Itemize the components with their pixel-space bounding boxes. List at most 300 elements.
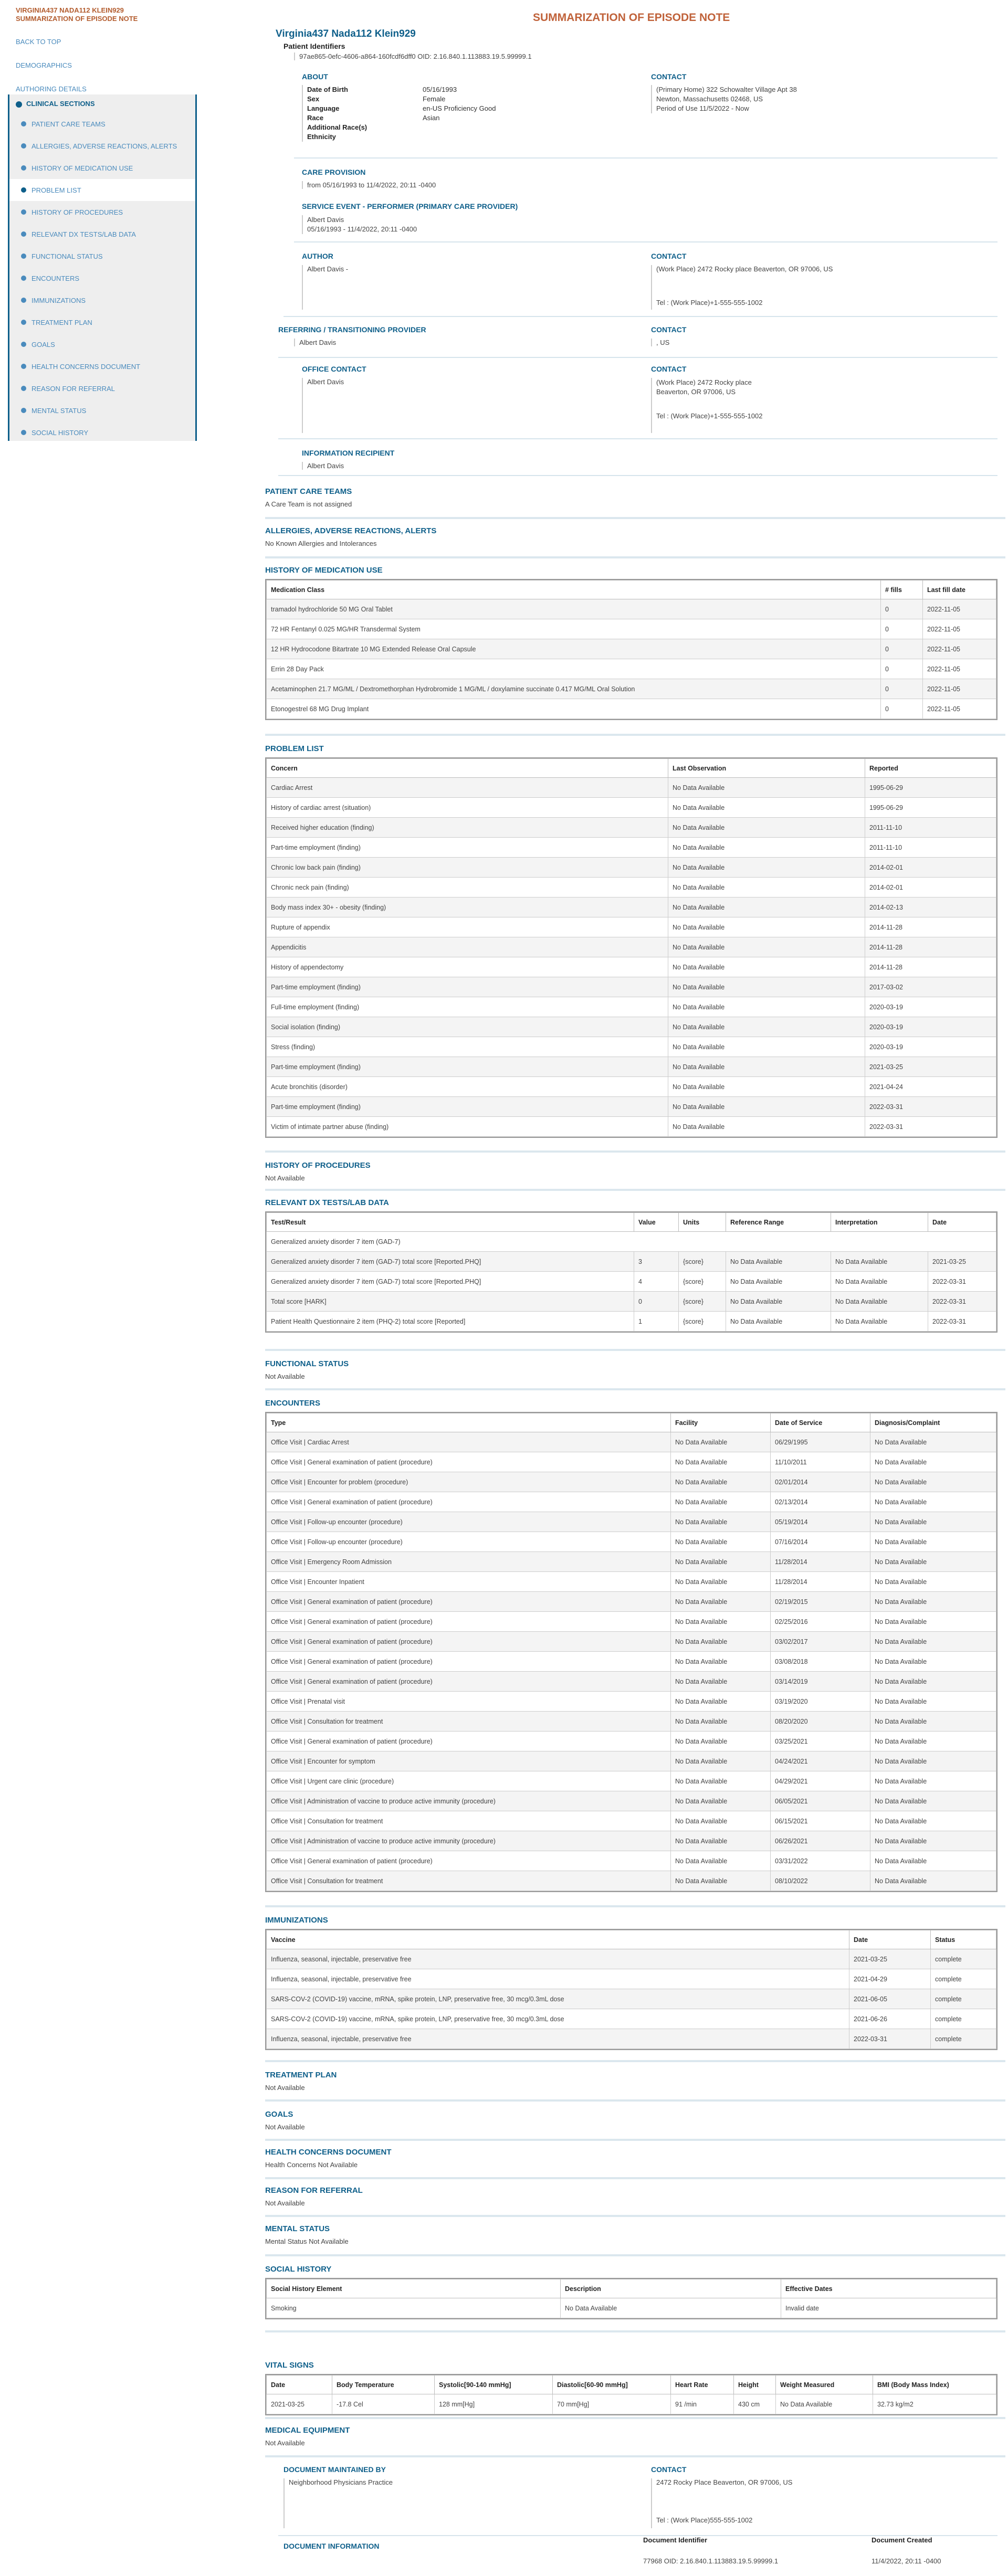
table-row — [267, 997, 996, 1017]
encounter-cell: 05/19/2014 — [771, 1512, 870, 1532]
lab-cell: No Data Available — [726, 1252, 831, 1272]
document-created-label: Document Created — [872, 2536, 932, 2544]
problem-cell: 1995-06-29 — [865, 778, 996, 798]
problem-cell: Cardiac Arrest — [267, 778, 668, 798]
bullet-icon — [21, 254, 26, 259]
problem-cell: Part-time employment (finding) — [267, 977, 668, 997]
procedures-text: Not Available — [265, 1174, 305, 1182]
medication-cell: 2022-11-05 — [923, 599, 996, 619]
table-row — [267, 1292, 996, 1312]
bullet-icon — [21, 276, 26, 281]
sidebar-item-label: HISTORY OF MEDICATION USE — [32, 164, 133, 172]
col-heart-rate: Heart Rate — [671, 2376, 734, 2394]
encounter-cell: Office Visit | Prenatal visit — [267, 1692, 671, 1712]
encounter-cell: No Data Available — [870, 1452, 996, 1472]
col-facility: Facility — [671, 1413, 771, 1432]
bullet-icon — [21, 386, 26, 391]
encounter-cell: 11/28/2014 — [771, 1572, 870, 1592]
section-functional-status — [265, 1359, 1005, 1380]
lab-cell: 0 — [634, 1292, 679, 1312]
referring-contact: , US — [651, 339, 861, 346]
encounter-cell: Office Visit | Follow-up encounter (procedure) — [267, 1532, 671, 1552]
encounter-cell: 11/10/2011 — [771, 1452, 870, 1472]
care-provision-heading: CARE PROVISION — [302, 168, 366, 176]
back-to-top-link[interactable]: BACK TO TOP — [16, 38, 61, 46]
divider — [284, 316, 998, 317]
table-row — [267, 1592, 996, 1612]
immunization-cell: 2022-03-31 — [849, 2029, 931, 2049]
encounter-cell: No Data Available — [870, 1612, 996, 1632]
authoring-details-link[interactable]: AUTHORING DETAILS — [16, 85, 87, 93]
vital-body-temperature: -17.8 Cel — [332, 2394, 435, 2414]
goals-heading: GOALS — [265, 2110, 293, 2119]
referring-name: Albert Davis — [294, 339, 504, 346]
social-effective-date: Invalid date — [781, 2298, 996, 2318]
sidebar-item-medications[interactable] — [9, 157, 195, 179]
encounter-cell: Office Visit | Consultation for treatment — [267, 1871, 671, 1891]
problem-cell: Social isolation (finding) — [267, 1017, 668, 1037]
section-patient-care-teams — [265, 487, 1005, 508]
medication-cell: 2022-11-05 — [923, 639, 996, 659]
encounter-cell: 02/19/2015 — [771, 1592, 870, 1612]
immunization-cell: 2021-04-29 — [849, 1969, 931, 1989]
lab-cell: Generalized anxiety disorder 7 item (GAD-7) total score [Reported.PHQ] — [267, 1252, 634, 1272]
encounter-cell: Office Visit | General examination of patient (procedure) — [267, 1672, 671, 1692]
col-description: Description — [561, 2279, 781, 2298]
encounter-cell: 08/10/2022 — [771, 1871, 870, 1891]
col-effective-dates: Effective Dates — [781, 2279, 996, 2298]
section-encounters — [265, 1399, 1005, 1892]
social-description: No Data Available — [561, 2298, 781, 2318]
sidebar-item-health-concerns[interactable] — [9, 355, 195, 377]
table-row — [267, 1712, 996, 1732]
table-row — [267, 1017, 996, 1037]
problem-cell: No Data Available — [668, 917, 865, 937]
sidebar-item-label: PATIENT CARE TEAMS — [32, 120, 106, 128]
problem-cell: Chronic neck pain (finding) — [267, 878, 668, 898]
encounter-cell: 08/20/2020 — [771, 1712, 870, 1732]
table-row — [267, 1312, 996, 1332]
problem-cell: Stress (finding) — [267, 1037, 668, 1057]
encounter-cell: No Data Available — [671, 1632, 771, 1652]
encounter-cell: 02/01/2014 — [771, 1472, 870, 1492]
lab-cell: No Data Available — [831, 1252, 928, 1272]
divider — [294, 241, 998, 242]
col-reported: Reported — [865, 759, 996, 778]
table-row — [267, 878, 996, 898]
vital-date: 2021-03-25 — [267, 2394, 332, 2414]
lab-cell: 3 — [634, 1252, 679, 1272]
immunization-cell: 2021-06-26 — [849, 2009, 931, 2029]
table-row — [267, 818, 996, 838]
col-vaccine: Vaccine — [267, 1930, 849, 1949]
encounter-cell: Office Visit | Encounter for symptom — [267, 1751, 671, 1771]
bullet-icon — [21, 143, 26, 149]
table-row — [267, 639, 996, 659]
problem-cell: 2014-11-28 — [865, 917, 996, 937]
problem-cell: No Data Available — [668, 937, 865, 957]
problem-cell: No Data Available — [668, 858, 865, 878]
col-reference-range: Reference Range — [726, 1213, 831, 1232]
document-info-heading: DOCUMENT INFORMATION — [284, 2542, 380, 2550]
immunization-cell: 2021-03-25 — [849, 1949, 931, 1969]
table-row — [267, 2298, 996, 2318]
problem-cell: Chronic low back pain (finding) — [267, 858, 668, 878]
section-allergies — [265, 526, 1005, 547]
treatment-plan-heading: TREATMENT PLAN — [265, 2071, 337, 2079]
col-type: Type — [267, 1413, 671, 1432]
immunization-cell: Influenza, seasonal, injectable, preservative free — [267, 1949, 849, 1969]
encounter-cell: No Data Available — [870, 1831, 996, 1851]
problem-cell: 1995-06-29 — [865, 798, 996, 818]
col-social-element: Social History Element — [267, 2279, 561, 2298]
about-heading: ABOUT — [302, 72, 328, 81]
sidebar-item-label: HEALTH CONCERNS DOCUMENT — [32, 362, 141, 371]
encounter-cell: 07/16/2014 — [771, 1532, 870, 1552]
care-provision-text: from 05/16/1993 to 11/4/2022, 20:11 -0400 — [302, 181, 436, 189]
encounter-cell: 11/28/2014 — [771, 1552, 870, 1572]
lab-cell: Patient Health Questionnaire 2 item (PHQ-2) total score [Reported] — [267, 1312, 634, 1332]
problem-cell: Victim of intimate partner abuse (finding) — [267, 1117, 668, 1137]
demographics-link[interactable]: DEMOGRAPHICS — [16, 61, 72, 69]
table-row — [267, 1949, 996, 1969]
table-row — [267, 1472, 996, 1492]
author-contact — [651, 265, 872, 310]
section-divider — [265, 1388, 1005, 1390]
problem-cell: History of appendectomy — [267, 957, 668, 977]
col-diagnosis: Diagnosis/Complaint — [870, 1413, 996, 1432]
section-divider — [265, 2455, 1005, 2457]
maintained-by-heading: DOCUMENT MAINTAINED BY — [284, 2465, 386, 2474]
care-teams-heading: PATIENT CARE TEAMS — [265, 487, 352, 496]
medication-cell: Errin 28 Day Pack — [267, 659, 881, 679]
section-divider — [265, 517, 1005, 519]
immunization-cell: complete — [931, 1969, 996, 1989]
lab-cell: 4 — [634, 1272, 679, 1292]
encounter-cell: No Data Available — [870, 1552, 996, 1572]
contact-heading: CONTACT — [651, 72, 687, 81]
encounter-cell: Office Visit | Urgent care clinic (procedure) — [267, 1771, 671, 1791]
vital-heart-rate: 91 /min — [671, 2394, 734, 2414]
lab-data-heading: RELEVANT DX TESTS/LAB DATA — [265, 1198, 389, 1207]
sidebar-item-problem-list[interactable] — [9, 179, 195, 201]
problem-cell: 2014-11-28 — [865, 957, 996, 977]
bullet-icon — [21, 209, 26, 215]
clinical-sections-label: CLINICAL SECTIONS — [26, 100, 95, 108]
table-row — [267, 1452, 996, 1472]
ethnicity-label: Ethnicity — [307, 133, 336, 141]
divider — [278, 357, 998, 358]
additional-race-label: Additional Race(s) — [307, 123, 368, 131]
maintained-phone: Tel : (Work Place)555-555-1002 — [656, 2516, 753, 2524]
sidebar-item-social-history[interactable] — [9, 421, 195, 441]
encounter-cell: Office Visit | Consultation for treatment — [267, 1712, 671, 1732]
sidebar-item-label: IMMUNIZATIONS — [32, 296, 86, 304]
section-divider — [265, 1349, 1005, 1351]
col-bmi: BMI (Body Mass Index) — [873, 2376, 996, 2394]
section-divider — [265, 734, 1005, 736]
divider — [294, 157, 998, 159]
sidebar-item-label: TREATMENT PLAN — [32, 318, 92, 326]
encounter-cell: No Data Available — [870, 1771, 996, 1791]
table-row — [267, 1791, 996, 1811]
sidebar-item-immunizations[interactable] — [9, 289, 195, 311]
table-row — [267, 1492, 996, 1512]
problem-cell: 2014-02-01 — [865, 878, 996, 898]
encounter-cell: No Data Available — [671, 1712, 771, 1732]
table-row — [267, 1512, 996, 1532]
table-row — [267, 2009, 996, 2029]
section-problem-list — [265, 744, 1005, 1138]
col-medication-class: Medication Class — [267, 580, 881, 599]
document-identifier-value: 77968 OID: 2.16.840.1.113883.19.5.99999.1 — [643, 2557, 779, 2565]
encounter-cell: No Data Available — [870, 1492, 996, 1512]
immunization-cell: complete — [931, 1989, 996, 2009]
problem-cell: No Data Available — [668, 778, 865, 798]
encounter-cell: 06/05/2021 — [771, 1791, 870, 1811]
encounter-cell: Office Visit | General examination of patient (procedure) — [267, 1732, 671, 1751]
medication-cell: 72 HR Fentanyl 0.025 MG/HR Transdermal System — [267, 619, 881, 639]
encounter-cell: No Data Available — [671, 1732, 771, 1751]
sidebar-item-procedures[interactable] — [9, 201, 195, 223]
vital-systolic: 128 mm[Hg] — [435, 2394, 553, 2414]
maintained-address: 2472 Rocky Place Beaverton, OR 97006, US — [656, 2478, 793, 2486]
encounter-cell: No Data Available — [671, 1811, 771, 1831]
problem-cell: No Data Available — [668, 1057, 865, 1077]
section-treatment-plan — [265, 2071, 1005, 2092]
lab-cell: 2022-03-31 — [928, 1292, 996, 1312]
bullet-icon — [21, 231, 26, 237]
sidebar-item-allergies[interactable] — [9, 135, 195, 157]
col-concern: Concern — [267, 759, 668, 778]
office-city: Beaverton, OR 97006, US — [656, 388, 736, 396]
bullet-icon — [21, 408, 26, 413]
author-name: Albert Davis - — [302, 265, 617, 310]
medication-cell: 0 — [881, 639, 923, 659]
office-contact-name: Albert Davis — [302, 378, 617, 433]
table-row — [267, 1969, 996, 1989]
race-value: Asian — [423, 114, 440, 122]
maintained-by-name: Neighborhood Physicians Practice — [284, 2478, 620, 2528]
author-phone: Tel : (Work Place)+1-555-555-1002 — [656, 299, 763, 307]
clinical-sections-nav — [8, 94, 197, 441]
encounter-cell: 03/19/2020 — [771, 1692, 870, 1712]
vital-height: 430 cm — [734, 2394, 776, 2414]
immunization-cell: Influenza, seasonal, injectable, preservative free — [267, 2029, 849, 2049]
immunization-cell: 2021-06-05 — [849, 1989, 931, 2009]
lab-cell: {score} — [679, 1312, 726, 1332]
functional-status-text: Not Available — [265, 1373, 305, 1380]
medication-cell: 0 — [881, 679, 923, 699]
sidebar-item-treatment-plan[interactable] — [9, 311, 195, 333]
problem-cell: Body mass index 30+ - obesity (finding) — [267, 898, 668, 917]
encounter-cell: No Data Available — [671, 1572, 771, 1592]
table-row — [267, 619, 996, 639]
table-row — [267, 1432, 996, 1452]
table-row — [267, 1037, 996, 1057]
encounter-cell: 03/31/2022 — [771, 1851, 870, 1871]
section-vital-signs — [265, 2361, 1005, 2415]
immunization-cell: Influenza, seasonal, injectable, preservative free — [267, 1969, 849, 1989]
dob-label: Date of Birth — [307, 86, 348, 93]
medication-cell: 0 — [881, 659, 923, 679]
lab-cell: No Data Available — [831, 1292, 928, 1312]
lab-group-row: Generalized anxiety disorder 7 item (GAD-7) — [267, 1232, 996, 1252]
sidebar-item-patient-care-teams[interactable] — [9, 113, 195, 135]
sidebar-doc-title: SUMMARIZATION OF EPISODE NOTE — [16, 15, 138, 23]
problem-cell: 2021-04-24 — [865, 1077, 996, 1097]
lab-cell: {score} — [679, 1252, 726, 1272]
referral-heading: REASON FOR REFERRAL — [265, 2186, 363, 2195]
encounter-cell: No Data Available — [870, 1572, 996, 1592]
encounter-cell: No Data Available — [671, 1532, 771, 1552]
encounter-cell: 03/25/2021 — [771, 1732, 870, 1751]
recipient-name: Albert Davis — [302, 462, 617, 470]
table-row — [267, 599, 996, 619]
encounter-cell: No Data Available — [870, 1851, 996, 1871]
social-element: Smoking — [267, 2298, 561, 2318]
encounters-heading: ENCOUNTERS — [265, 1399, 321, 1408]
encounter-cell: No Data Available — [671, 1652, 771, 1672]
sidebar-item-goals[interactable] — [9, 333, 195, 355]
medication-cell: Acetaminophen 21.7 MG/ML / Dextromethorphan Hydrobromide 1 MG/ML / doxylamine succinate 0.417 MG/ML Oral Solution — [267, 679, 881, 699]
sidebar-item-referral[interactable] — [9, 377, 195, 399]
encounter-cell: No Data Available — [870, 1512, 996, 1532]
mental-status-heading: MENTAL STATUS — [265, 2224, 330, 2233]
problem-cell: No Data Available — [668, 1117, 865, 1137]
col-last-fill-date: Last fill date — [923, 580, 996, 599]
problem-cell: 2022-03-31 — [865, 1097, 996, 1117]
sidebar-item-label: RELEVANT DX TESTS/LAB DATA — [32, 230, 136, 238]
col-body-temperature: Body Temperature — [332, 2376, 435, 2394]
problem-cell: No Data Available — [668, 1037, 865, 1057]
problem-cell: History of cardiac arrest (situation) — [267, 798, 668, 818]
encounter-cell: Office Visit | Administration of vaccine to produce active immunity (procedure) — [267, 1831, 671, 1851]
encounter-cell: Office Visit | General examination of patient (procedure) — [267, 1452, 671, 1472]
medical-equipment-heading: MEDICAL EQUIPMENT — [265, 2426, 350, 2435]
lab-cell: No Data Available — [726, 1292, 831, 1312]
divider — [278, 438, 998, 439]
office-contact-heading: OFFICE CONTACT — [302, 365, 366, 373]
encounter-cell: No Data Available — [671, 1831, 771, 1851]
section-lab-data — [265, 1198, 1005, 1333]
col-date-of-service: Date of Service — [771, 1413, 870, 1432]
encounter-cell: 06/15/2021 — [771, 1811, 870, 1831]
section-social-history — [265, 2265, 1005, 2319]
lab-cell: {score} — [679, 1292, 726, 1312]
lab-cell: Generalized anxiety disorder 7 item (GAD-7) total score [Reported.PHQ] — [267, 1272, 634, 1292]
table-row — [267, 798, 996, 818]
problem-cell: No Data Available — [668, 838, 865, 858]
encounter-cell: No Data Available — [671, 1751, 771, 1771]
encounter-cell: Office Visit | Follow-up encounter (procedure) — [267, 1512, 671, 1532]
problem-cell: No Data Available — [668, 878, 865, 898]
problem-cell: 2011-11-10 — [865, 818, 996, 838]
section-divider — [265, 2139, 1005, 2141]
problem-cell: No Data Available — [668, 977, 865, 997]
encounter-cell: 04/29/2021 — [771, 1771, 870, 1791]
sidebar-item-functional-status[interactable] — [9, 245, 195, 267]
sidebar-item-label: HISTORY OF PROCEDURES — [32, 208, 123, 216]
sidebar-item-lab-data[interactable] — [9, 223, 195, 245]
encounter-cell: No Data Available — [671, 1771, 771, 1791]
social-history-table — [265, 2278, 998, 2319]
problem-cell: Acute bronchitis (disorder) — [267, 1077, 668, 1097]
table-row — [267, 2394, 996, 2414]
sidebar-item-mental-status[interactable] — [9, 399, 195, 421]
problem-cell: No Data Available — [668, 798, 865, 818]
problem-cell: 2014-11-28 — [865, 937, 996, 957]
encounter-cell: No Data Available — [870, 1732, 996, 1751]
sidebar-item-encounters[interactable] — [9, 267, 195, 289]
table-row — [267, 838, 996, 858]
procedures-heading: HISTORY OF PROCEDURES — [265, 1161, 371, 1170]
problem-cell: Part-time employment (finding) — [267, 1057, 668, 1077]
document-identifier-label: Document Identifier — [643, 2536, 708, 2544]
document-title: SUMMARIZATION OF EPISODE NOTE — [533, 12, 730, 24]
encounter-cell: Office Visit | General examination of patient (procedure) — [267, 1851, 671, 1871]
encounter-cell: 06/26/2021 — [771, 1831, 870, 1851]
sex-value: Female — [423, 95, 446, 103]
sidebar-item-label: REASON FOR REFERRAL — [32, 384, 115, 393]
clinical-sections-header[interactable] — [9, 94, 195, 113]
table-row — [267, 1532, 996, 1552]
medication-cell: 2022-11-05 — [923, 699, 996, 719]
col-fills: # fills — [881, 580, 923, 599]
immunization-cell: complete — [931, 1949, 996, 1969]
problem-cell: 2022-03-31 — [865, 1117, 996, 1137]
section-immunizations — [265, 1916, 1005, 2050]
section-divider — [265, 1905, 1005, 1907]
allergies-heading: ALLERGIES, ADVERSE REACTIONS, ALERTS — [265, 526, 437, 535]
table-row — [267, 1751, 996, 1771]
medication-cell: 2022-11-05 — [923, 679, 996, 699]
section-divider — [265, 1189, 1005, 1191]
mental-status-text: Mental Status Not Available — [265, 2237, 349, 2245]
document-created-value: 11/4/2022, 20:11 -0400 — [872, 2557, 941, 2565]
encounter-cell: No Data Available — [870, 1692, 996, 1712]
table-row — [267, 1831, 996, 1851]
medication-cell: Etonogestrel 68 MG Drug Implant — [267, 699, 881, 719]
table-row — [267, 1692, 996, 1712]
bullet-icon — [21, 364, 26, 369]
encounter-cell: No Data Available — [870, 1652, 996, 1672]
encounter-cell: No Data Available — [671, 1552, 771, 1572]
table-row — [267, 898, 996, 917]
table-row — [267, 937, 996, 957]
encounter-cell: No Data Available — [671, 1592, 771, 1612]
sidebar-item-label: PROBLEM LIST — [32, 186, 81, 194]
medication-cell: 2022-11-05 — [923, 619, 996, 639]
encounter-cell: No Data Available — [870, 1592, 996, 1612]
table-row — [267, 1097, 996, 1117]
health-concerns-text: Health Concerns Not Available — [265, 2161, 358, 2169]
performer-dates: 05/16/1993 - 11/4/2022, 20:11 -0400 — [307, 225, 417, 233]
sidebar — [0, 0, 200, 441]
table-row — [267, 1811, 996, 1831]
encounters-table — [265, 1412, 998, 1892]
col-weight: Weight Measured — [776, 2376, 873, 2394]
language-value: en-US Proficiency Good — [423, 104, 496, 112]
col-imm-date: Date — [849, 1930, 931, 1949]
encounter-cell: No Data Available — [671, 1692, 771, 1712]
race-label: Race — [307, 114, 324, 122]
referring-heading: REFERRING / TRANSITIONING PROVIDER — [278, 325, 426, 334]
encounter-cell: 02/13/2014 — [771, 1492, 870, 1512]
medication-cell: tramadol hydrochloride 50 MG Oral Tablet — [267, 599, 881, 619]
encounter-cell: Office Visit | Consultation for treatment — [267, 1811, 671, 1831]
section-divider — [265, 2060, 1005, 2062]
